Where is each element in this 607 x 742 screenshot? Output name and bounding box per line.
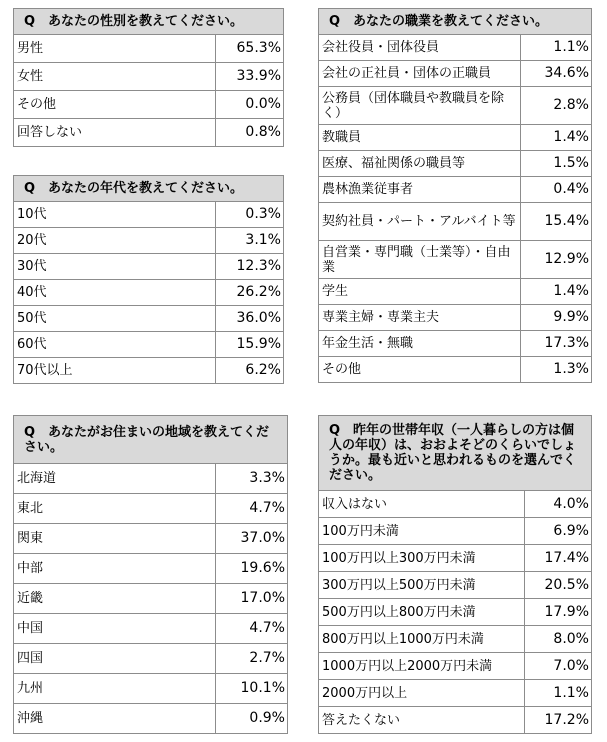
table-row-value: 33.9% <box>216 63 284 91</box>
table-row-label: 自営業・専門職（士業等）・自由業 <box>319 241 521 279</box>
table-row-label: 50代 <box>14 306 216 332</box>
table-row-label: 男性 <box>14 35 216 63</box>
table-row-value: 34.6% <box>521 61 592 87</box>
table-row-value: 3.3% <box>216 464 288 494</box>
table-row-label: 回答しない <box>14 119 216 147</box>
table-row-value: 2.7% <box>216 644 288 674</box>
occupation-table <box>318 8 592 383</box>
table-row-value: 17.2% <box>525 707 592 734</box>
table-row-value: 4.7% <box>216 494 288 524</box>
table-row-label: 医療、福祉関係の職員等 <box>319 151 521 177</box>
table-row-value: 1.1% <box>525 680 592 707</box>
table-row-label: 40代 <box>14 280 216 306</box>
table-row-label: 女性 <box>14 63 216 91</box>
table-row-label: 公務員（団体職員や教職員を除く） <box>319 87 521 125</box>
table-row-value: 0.4% <box>521 177 592 203</box>
table-row-label: 1000万円以上2000万円未満 <box>319 653 525 680</box>
table-row-label: 300万円以上500万円未満 <box>319 572 525 599</box>
table-row-label: 近畿 <box>14 584 216 614</box>
table-row-label: 100万円未満 <box>319 518 525 545</box>
table-row-label: 契約社員・パート・アルバイト等 <box>319 203 521 241</box>
table-row-value: 17.4% <box>525 545 592 572</box>
table-row-value: 15.4% <box>521 203 592 241</box>
table-row-label: 会社役員・団体役員 <box>319 35 521 61</box>
table-row-value: 17.3% <box>521 331 592 357</box>
table-row-value: 1.4% <box>521 125 592 151</box>
table-row-value: 19.6% <box>216 554 288 584</box>
table-row-value: 26.2% <box>216 280 284 306</box>
table-row-value: 8.0% <box>525 626 592 653</box>
age-question: Q あなたの年代を教えてください。 <box>14 176 284 202</box>
table-row-label: 九州 <box>14 674 216 704</box>
table-row-value: 20.5% <box>525 572 592 599</box>
table-row-value: 17.0% <box>216 584 288 614</box>
age-table <box>13 175 284 384</box>
table-row-label: 答えたくない <box>319 707 525 734</box>
region-question: Q あなたがお住まいの地域を教えてください。 <box>14 416 288 464</box>
table-row-label: 年金生活・無職 <box>319 331 521 357</box>
table-row-label: 会社の正社員・団体の正職員 <box>319 61 521 87</box>
occupation-question: Q あなたの職業を教えてください。 <box>319 9 592 35</box>
income-question: Q 昨年の世帯年収（一人暮らしの方は個人の年収）は、おおよそどのくらいでしょうか。最も近いと思われるものを選んでください。 <box>319 416 592 491</box>
table-row-label: 中部 <box>14 554 216 584</box>
table-row-value: 12.3% <box>216 254 284 280</box>
table-row-label: 北海道 <box>14 464 216 494</box>
table-row-label: 関東 <box>14 524 216 554</box>
table-row-label: 四国 <box>14 644 216 674</box>
table-row-label: 教職員 <box>319 125 521 151</box>
table-row-label: 20代 <box>14 228 216 254</box>
table-row-value: 0.3% <box>216 202 284 228</box>
table-row-value: 9.9% <box>521 305 592 331</box>
table-row-label: 30代 <box>14 254 216 280</box>
table-row-value: 3.1% <box>216 228 284 254</box>
table-row-label: 東北 <box>14 494 216 524</box>
table-row-value: 1.4% <box>521 279 592 305</box>
table-row-value: 6.2% <box>216 358 284 384</box>
region-table <box>13 415 288 734</box>
table-row-label: 10代 <box>14 202 216 228</box>
table-row-value: 4.0% <box>525 491 592 518</box>
table-row-label: 農林漁業従事者 <box>319 177 521 203</box>
table-row-label: 2000万円以上 <box>319 680 525 707</box>
table-row-label: 専業主婦・専業主夫 <box>319 305 521 331</box>
table-row-value: 17.9% <box>525 599 592 626</box>
table-row-label: 学生 <box>319 279 521 305</box>
table-row-value: 6.9% <box>525 518 592 545</box>
table-row-value: 1.1% <box>521 35 592 61</box>
table-row-label: 中国 <box>14 614 216 644</box>
gender-table <box>13 8 284 147</box>
gender-question: Q あなたの性別を教えてください。 <box>14 9 284 35</box>
table-row-label: その他 <box>14 91 216 119</box>
table-row-label: 800万円以上1000万円未満 <box>319 626 525 653</box>
table-row-label: 100万円以上300万円未満 <box>319 545 525 572</box>
table-row-value: 15.9% <box>216 332 284 358</box>
table-row-value: 2.8% <box>521 87 592 125</box>
table-row-value: 10.1% <box>216 674 288 704</box>
table-row-value: 7.0% <box>525 653 592 680</box>
table-row-value: 1.3% <box>521 357 592 383</box>
table-row-value: 0.0% <box>216 91 284 119</box>
table-row-value: 4.7% <box>216 614 288 644</box>
income-table <box>318 415 592 734</box>
table-row-value: 37.0% <box>216 524 288 554</box>
table-row-value: 1.5% <box>521 151 592 177</box>
table-row-label: 500万円以上800万円未満 <box>319 599 525 626</box>
table-row-label: その他 <box>319 357 521 383</box>
table-row-value: 0.9% <box>216 704 288 734</box>
table-row-label: 沖縄 <box>14 704 216 734</box>
table-row-label: 収入はない <box>319 491 525 518</box>
table-row-value: 65.3% <box>216 35 284 63</box>
table-row-label: 60代 <box>14 332 216 358</box>
table-row-value: 0.8% <box>216 119 284 147</box>
table-row-label: 70代以上 <box>14 358 216 384</box>
table-row-value: 36.0% <box>216 306 284 332</box>
table-row-value: 12.9% <box>521 241 592 279</box>
